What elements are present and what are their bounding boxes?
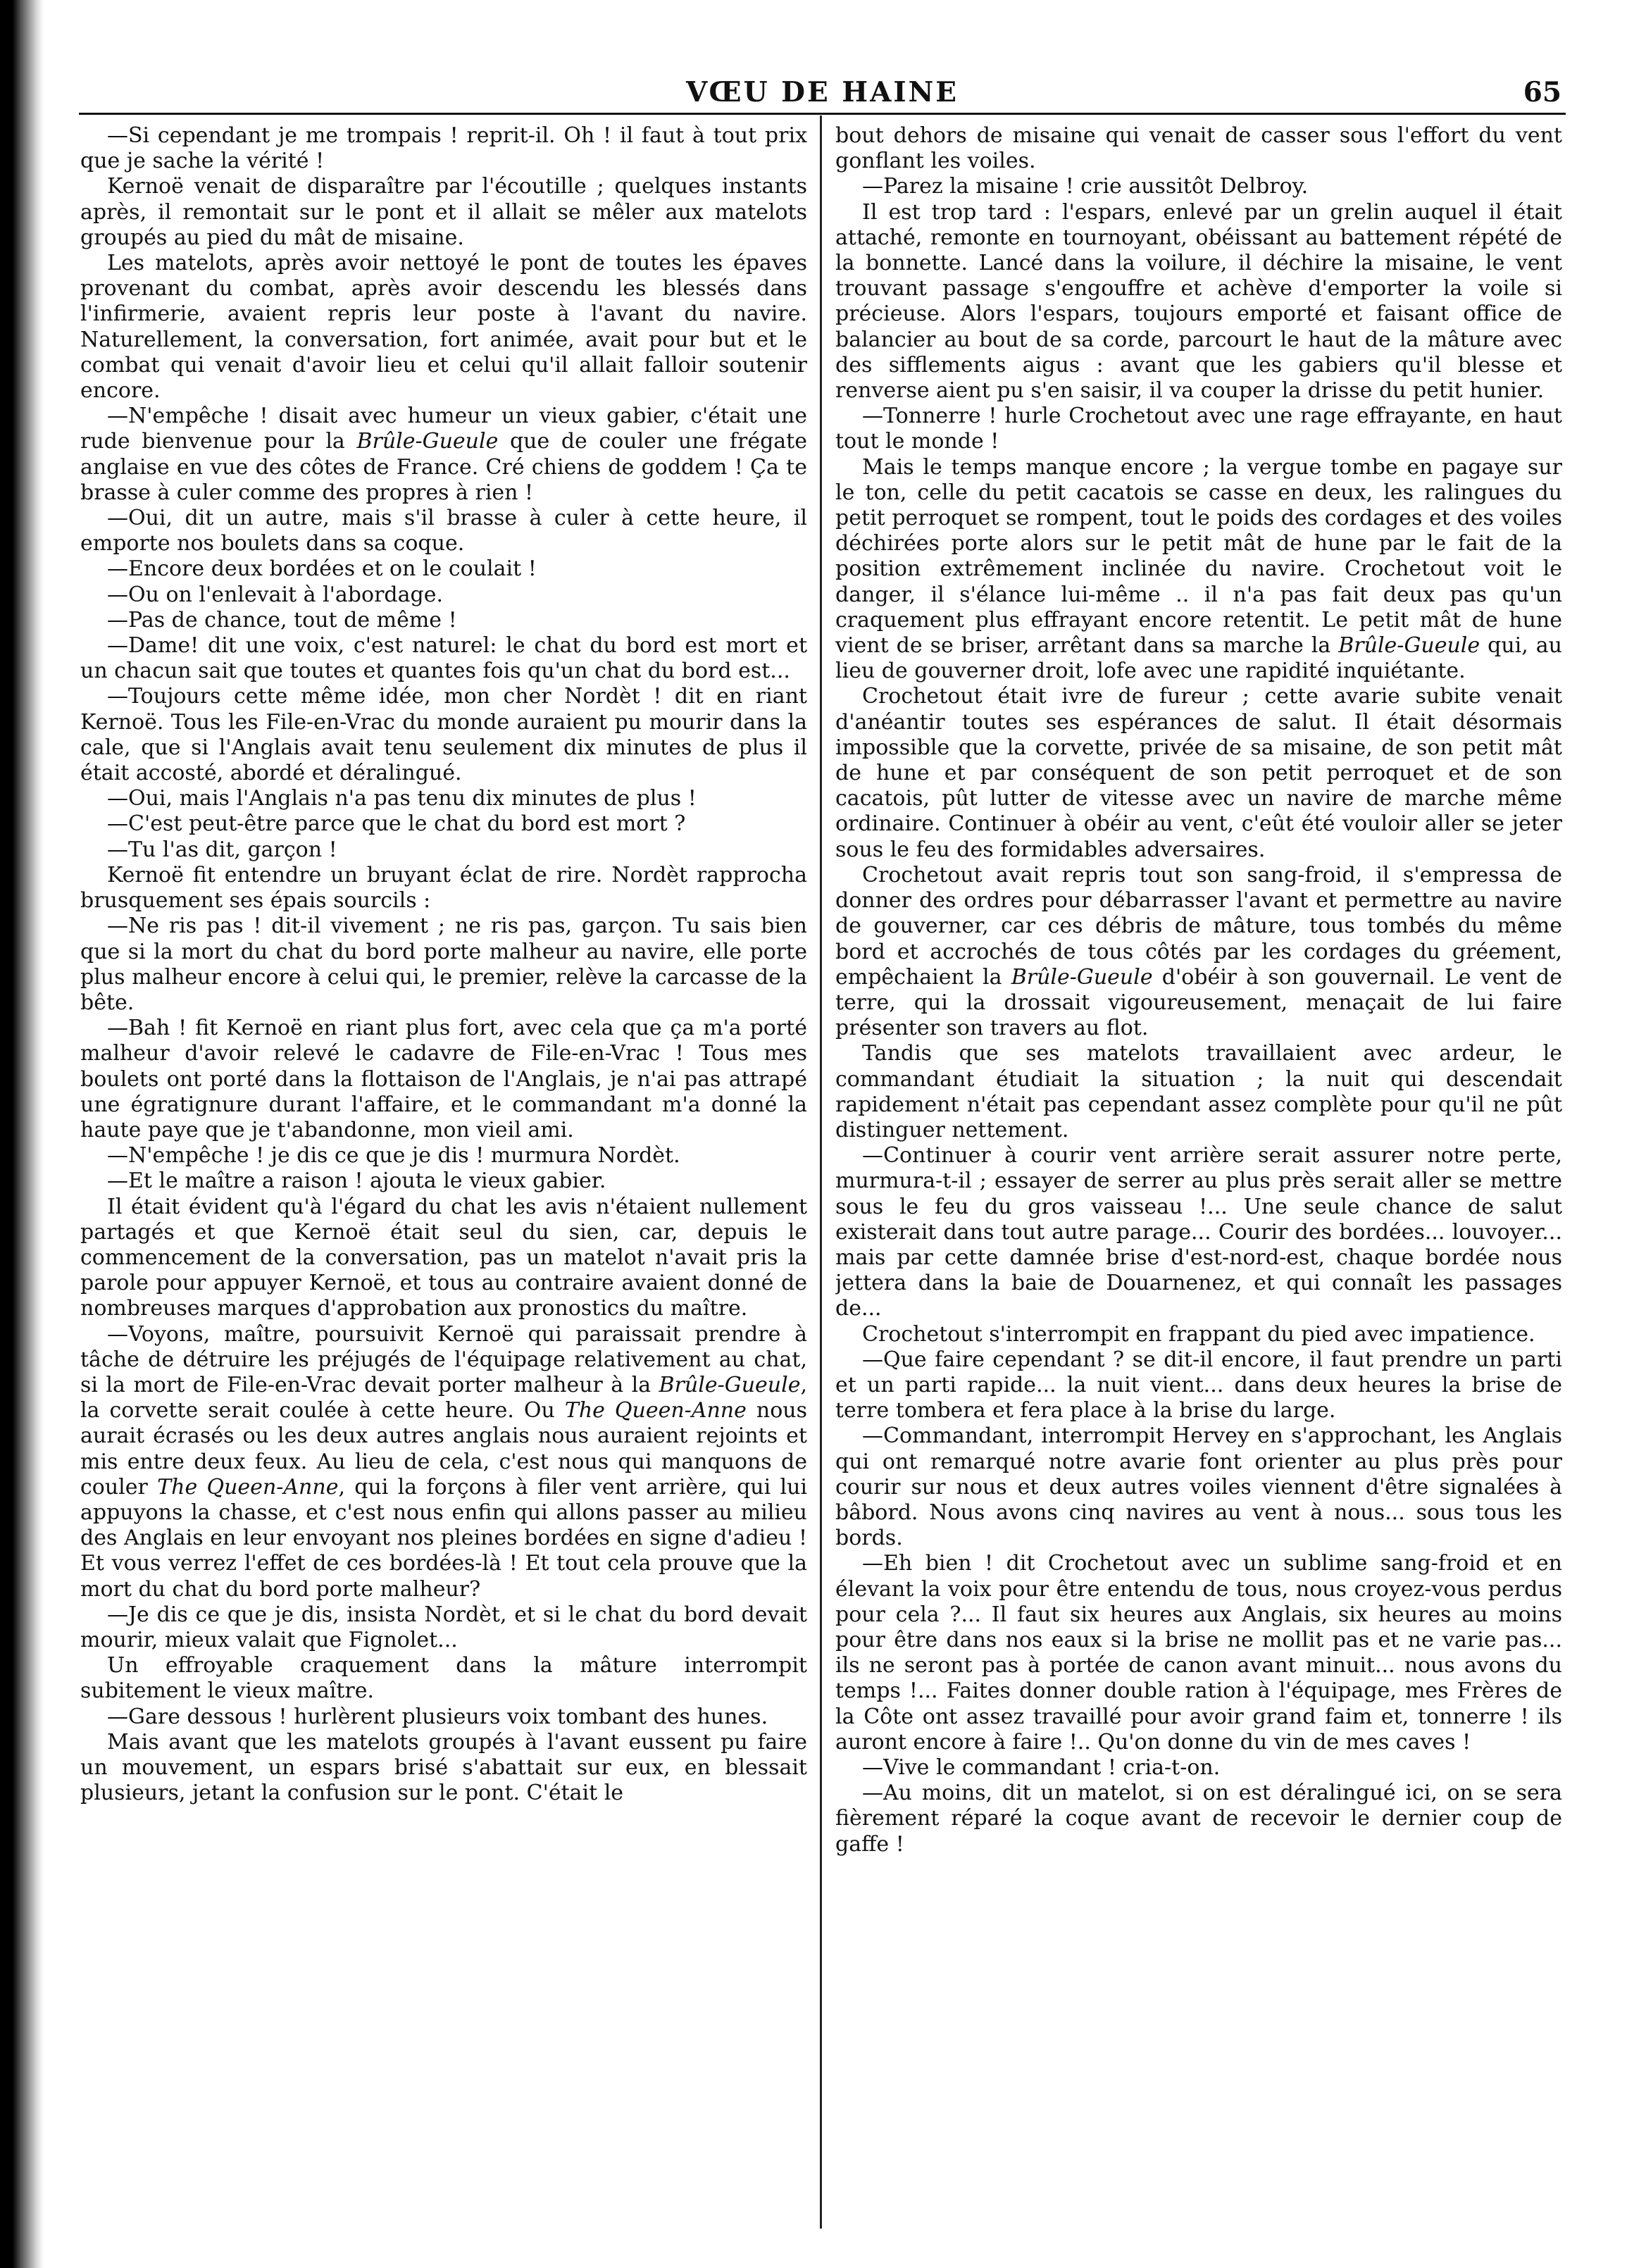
paragraph: —Encore deux bordées et on le coulait ! xyxy=(107,556,537,582)
paragraph: —Et le maître a raison ! ajouta le vieux gabier. xyxy=(107,1169,606,1194)
paragraph: —Eh bien ! dit Crochetout avec un sublime sang-froid et en élevant la voix pour être entendu de tous, nous croyez-vous perdus pour cela ?... Il faut six heures aux Anglais, six heures au moins pour être dans nos eaux si la brise ne mollit pas et ne varie pas... ils ne seront pas à portée de canon avant minuit... nous avons du temps !... Faites donner double ration à l'équipage, mes Frères de la Côte ont assez travaillé pour avoir grand faim et, tonnerre ! ils auront encore à faire !.. Qu'on donne du vin de mes caves ! xyxy=(835,1551,1562,1755)
paragraph: —Vive le commandant ! cria-t-on. xyxy=(862,1755,1221,1780)
paragraph: Kernoë venait de disparaître par l'écoutille ; quelques instants après, il remontait sur le pont et il allait se mêler aux matelots groupés au pied du mât de misaine. xyxy=(80,174,807,250)
paragraph: —Je dis ce que je dis, insista Nordèt, et si le chat du bord devait mourir, mieux valait que Fignolet... xyxy=(80,1602,807,1652)
paragraph: —Bah ! fit Kernoë en riant plus fort, avec cela que ça m'a porté malheur d'avoir relevé le cadavre de File-en-Vrac ! Tous mes boulets ont porté dans la flottaison de l'Anglais, je n'ai pas attrapé une égratignure durant l'affaire, et le commandant m'a donné la haute paye que je t'abandonne, mon vieil ami. xyxy=(80,1016,807,1142)
paragraph: —N'empêche ! je dis ce que je dis ! murmura Nordèt. xyxy=(107,1143,680,1169)
paragraph: Tandis que ses matelots travaillaient avec ardeur, le commandant étudiait la situation ; la nuit qui descendait rapidement n'était pas cependant assez complète pour qu'il ne pût distinguer nettement. xyxy=(835,1041,1562,1142)
paragraph: —Toujours cette même idée, mon cher Nordèt ! dit en riant Kernoë. Tous les File-en-Vrac du monde auraient pu mourir dans la cale, que si l'Anglais avait tenu seulement dix minutes de plus il était accosté, abordé et déralingué. xyxy=(80,684,807,786)
paragraph: —Ou on l'enlevait à l'abordage. xyxy=(107,582,443,607)
paragraph: —Au moins, dit un matelot, si on est déralingué ici, on se sera fièrement réparé la coque avant de recevoir le dernier coup de gaffe ! xyxy=(835,1781,1562,1857)
paragraph: bout dehors de misaine qui venait de casser sous l'effort du vent gonflant les voiles. xyxy=(835,123,1562,174)
header-rule xyxy=(79,113,1566,115)
paragraph: Un effroyable craquement dans la mâture interrompit subitement le vieux maître. xyxy=(80,1653,807,1704)
paragraph: —Dame! dit une voix, c'est naturel: le chat du bord est mort et un chacun sait que toutes et quantes fois qu'un chat du bord est... xyxy=(80,633,807,684)
paragraph: —Ne ris pas ! dit-il vivement ; ne ris pas, garçon. Tu sais bien que si la mort du chat du bord porte malheur au navire, elle porte plus malheur encore à celui qui, le premier, relève la carcasse de la bête. xyxy=(80,914,807,1015)
column-divider xyxy=(820,116,822,2229)
paragraph: —Parez la misaine ! crie aussitôt Delbroy. xyxy=(862,174,1309,199)
paragraph: Les matelots, après avoir nettoyé le pont de toutes les épaves provenant du combat, après avoir descendu les blessés dans l'infirmerie, avaient repris leur poste à l'avant du navire. Naturellement, la conversation, fort animée, avait pour but et le combat qui venait d'avoir lieu et celui qu'il allait falloir soutenir encore. xyxy=(80,251,807,404)
page-header xyxy=(79,76,1566,118)
paragraph: —C'est peut-être parce que le chat du bord est mort ? xyxy=(107,811,686,837)
page-number: 65 xyxy=(1523,76,1561,108)
paragraph: Crochetout s'interrompit en frappant du pied avec impatience. xyxy=(862,1321,1535,1347)
left-column xyxy=(80,123,807,2247)
paragraph: —Continuer à courir vent arrière serait assurer notre perte, murmura-t-il ; essayer de serrer au plus près serait aller se mettre sous le feu du gros vaisseau !... Une seule chance de salut existerait dans tout autre parage... Courir des bordées... louvoyer... mais par cette damnée brise d'est-nord-est, chaque bordée nous jettera dans la baie de Douarnenez, et qui connaît les passages de... xyxy=(835,1143,1562,1321)
page-binding-shadow xyxy=(0,0,44,2268)
paragraph: —Tu l'as dit, garçon ! xyxy=(107,837,337,862)
paragraph: Il était évident qu'à l'égard du chat les avis n'étaient nullement partagés et que Kernoë était seul du sien, car, depuis le commencement de la conversation, pas un matelot n'avait pris la parole pour appuyer Kernoë, et tous au contraire avaient donné de nombreuses marques d'approbation aux pronostics du maître. xyxy=(80,1194,807,1321)
paragraph: Il est trop tard : l'espars, enlevé par un grelin auquel il était attaché, remonte en tournoyant, obéissant au battement répété de la bonnette. Lancé dans la voilure, il déchire la misaine, le vent trouvant passage s'engouffre et achève d'emporter la voile si précieuse. Alors l'espars, toujours emporté et faisant office de balancier au bout de sa corde, parcourt le haut de la mâture avec des sifflements aigus : avant que les gabiers qu'il blesse et renverse aient pu s'en saisir, il va couper la drisse du petit hunier. xyxy=(835,199,1562,404)
paragraph: —Voyons, maître, poursuivit Kernoë qui paraissait prendre à tâche de détruire les préjugés de l'équipage relativement au chat, si la mort de File-en-Vrac devait porter malheur à la Brûle-Gueule, la corvette serait coulée à cette heure. Ou The Queen-Anne nous aurait écrasés ou les deux autres anglais nous auraient rejoints et mis entre deux feux. Au lieu de cela, c'est nous qui manquons de couler The Queen-Anne, qui la forçons à filer vent arrière, qui lui appuyons la chasse, et c'est nous enfin qui allons passer au milieu des Anglais en leur envoyant nos pleines bordées en signe d'adieu ! Et vous verrez l'effet de ces bordées-là ! Et tout cela prouve que la mort du chat du bord porte malheur? xyxy=(80,1321,807,1602)
paragraph: Crochetout avait repris tout son sang-froid, il s'empressa de donner des ordres pour débarrasser l'avant et permettre au navire de gouverner, car ces débris de mâture, tous tombés du même bord et accrochés de tous côtés par les cordages du gréement, empêchaient la Brûle-Gueule d'obéir à son gouvernail. Le vent de terre, qui la drossait vigoureusement, menaçait de lui faire présenter son travers au flot. xyxy=(835,862,1562,1041)
paragraph: —Oui, mais l'Anglais n'a pas tenu dix minutes de plus ! xyxy=(107,786,697,811)
paragraph: —Commandant, interrompit Hervey en s'approchant, les Anglais qui ont remarqué notre avarie font orienter au plus près pour courir sur nous et deux autres voiles viennent d'être signalées à bâbord. Nous avons cinq navires au vent à nous... sous tous les bords. xyxy=(835,1423,1562,1551)
paragraph: —Tonnerre ! hurle Crochetout avec une rage effrayante, en haut tout le monde ! xyxy=(835,404,1562,454)
right-column xyxy=(835,123,1562,2247)
running-title: VŒU DE HAINE xyxy=(685,76,959,108)
paragraph: —Que faire cependant ? se dit-il encore, il faut prendre un parti et un parti rapide... la nuit vient... dans deux heures la brise de terre tombera et fera place à la brise du large. xyxy=(835,1347,1562,1423)
paragraph: —Gare dessous ! hurlèrent plusieurs voix tombant des hunes. xyxy=(107,1704,768,1729)
paragraph: Kernoë fit entendre un bruyant éclat de rire. Nordèt rapprocha brusquement ses épais sourcils : xyxy=(80,862,807,914)
paragraph: —Si cependant je me trompais ! reprit-il. Oh ! il faut à tout prix que je sache la vérité ! xyxy=(80,123,807,174)
paragraph: Mais avant que les matelots groupés à l'avant eussent pu faire un mouvement, un espars brisé s'abattait sur eux, en blessait plusieurs, jetant la confusion sur le pont. C'était le xyxy=(80,1729,807,1806)
paragraph: —N'empêche ! disait avec humeur un vieux gabier, c'était une rude bienvenue pour la Brûle-Gueule que de couler une frégate anglaise en vue des côtes de France. Cré chiens de goddem ! Ça te brasse à culer comme des propres à rien ! xyxy=(80,404,807,505)
paragraph: —Pas de chance, tout de même ! xyxy=(107,607,457,633)
paragraph: Crochetout était ivre de fureur ; cette avarie subite venait d'anéantir toutes ses espérances de salut. Il était désormais impossible que la corvette, privée de sa misaine, de son petit mât de hune et par conséquent de son petit perroquet et de son cacatois, pût lutter de vitesse avec un navire de marche même ordinaire. Continuer à obéir au vent, c'eût été vouloir aller se jeter sous le feu des formidables adversaires. xyxy=(835,684,1562,862)
paragraph: Mais le temps manque encore ; la vergue tombe en pagaye sur le ton, celle du petit cacatois se casse en deux, les ralingues du petit perroquet se rompent, tout le poids des cordages et des voiles déchirées porte alors sur le petit mât de hune par le fait de la position extrêmement inclinée du navire. Crochetout voit le danger, il s'élance lui-même .. il n'a pas fait deux pas qu'un craquement plus effrayant encore retentit. Le petit mât de hune vient de se briser, arrêtant dans sa marche la Brûle-Gueule qui, au lieu de gouverner droit, lofe avec une rapidité inquiétante. xyxy=(835,454,1562,684)
paragraph: —Oui, dit un autre, mais s'il brasse à culer à cette heure, il emporte nos boulets dans sa coque. xyxy=(80,506,807,556)
